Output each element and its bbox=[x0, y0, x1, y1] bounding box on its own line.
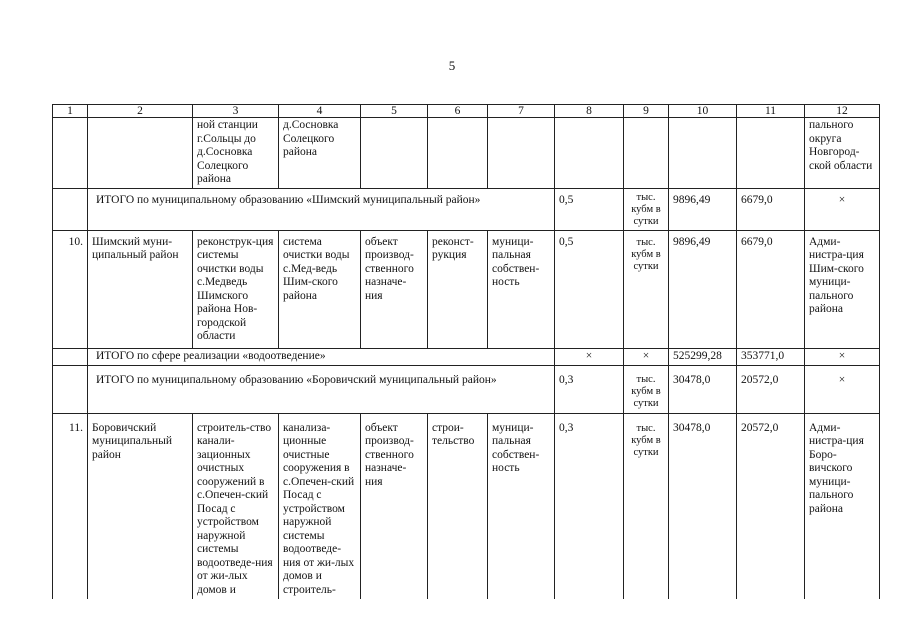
cost-cell: 30478,0 bbox=[669, 365, 737, 413]
cost-cell: 9896,49 bbox=[669, 188, 737, 230]
subtotal-label: ИТОГО по муниципальному образованию «Шимский муниципальный район» bbox=[88, 188, 555, 230]
subtotal-label: ИТОГО по сфере реализации «водоотведение» bbox=[88, 348, 555, 365]
table-row-11 bbox=[53, 413, 880, 599]
capacity-cell: 0,5 bbox=[555, 230, 624, 348]
cost-cell: 9896,49 bbox=[669, 230, 737, 348]
table-cell bbox=[428, 118, 488, 189]
ownership-cell: муници-пальная собствен-ность bbox=[488, 413, 555, 599]
cost-cell: 6679,0 bbox=[737, 188, 805, 230]
row-number: 10. bbox=[53, 230, 88, 348]
continuation-row bbox=[53, 118, 880, 189]
district-cell: Шимский муни-ципальный район bbox=[88, 230, 193, 348]
subtotal-row-sphere bbox=[53, 348, 880, 365]
purpose-cell: объект производ-ственного назначе-ния bbox=[361, 413, 428, 599]
cost-cell: 30478,0 bbox=[669, 413, 737, 599]
district-cell: Боровичский муниципальный район bbox=[88, 413, 193, 599]
cost-cell: 20572,0 bbox=[737, 413, 805, 599]
table-cell bbox=[53, 365, 88, 413]
col-header: 11 bbox=[737, 105, 805, 118]
ownership-cell: муници-пальная собствен-ность bbox=[488, 230, 555, 348]
capacity-cell: 0,3 bbox=[555, 413, 624, 599]
purpose-cell: объект производ-ственного назначе-ния bbox=[361, 230, 428, 348]
col-header: 7 bbox=[488, 105, 555, 118]
unit-cell: тыс. кубм в сутки bbox=[624, 413, 669, 599]
cross-mark: × bbox=[805, 348, 880, 365]
administration-cell: Адми-нистра-ция Шим-ского муници-пального района bbox=[805, 230, 880, 348]
table-cell bbox=[488, 118, 555, 189]
table-cell: д.Сосновка Солецкого района bbox=[279, 118, 361, 189]
column-number-row bbox=[53, 105, 880, 118]
investment-table bbox=[52, 104, 880, 599]
unit-cell: тыс. кубм в сутки bbox=[624, 365, 669, 413]
col-header: 9 bbox=[624, 105, 669, 118]
cross-mark: × bbox=[805, 365, 880, 413]
cross-mark: × bbox=[624, 348, 669, 365]
table-cell: ной станции г.Сольцы до д.Сосновка Солецкого района bbox=[193, 118, 279, 189]
col-header: 3 bbox=[193, 105, 279, 118]
subtotal-row-shimsk bbox=[53, 188, 880, 230]
subtotal-label: ИТОГО по муниципальному образованию «Боровичский муниципальный район» bbox=[88, 365, 555, 413]
table-cell bbox=[555, 118, 624, 189]
event-cell: строитель-ство канали-зационных очистных сооружений в с.Опечен-ский Посад с устройством наружной системы водоотведе-ния от жи-лых домов и bbox=[193, 413, 279, 599]
capacity-cell: 0,5 bbox=[555, 188, 624, 230]
col-header: 10 bbox=[669, 105, 737, 118]
col-header: 8 bbox=[555, 105, 624, 118]
capacity-cell: 0,3 bbox=[555, 365, 624, 413]
page-number: 5 bbox=[448, 58, 456, 73]
row-number: 11. bbox=[53, 413, 88, 599]
cost-cell: 525299,28 bbox=[669, 348, 737, 365]
cross-mark: × bbox=[805, 188, 880, 230]
col-header: 5 bbox=[361, 105, 428, 118]
cost-cell: 353771,0 bbox=[737, 348, 805, 365]
col-header: 6 bbox=[428, 105, 488, 118]
subtotal-row-borovichi bbox=[53, 365, 880, 413]
cost-cell: 20572,0 bbox=[737, 365, 805, 413]
work-type-cell: реконст-рукция bbox=[428, 230, 488, 348]
unit-cell: тыс. кубм в сутки bbox=[624, 188, 669, 230]
work-type-cell: строи-тельство bbox=[428, 413, 488, 599]
table-cell: пального округа Новгород-ской области bbox=[805, 118, 880, 189]
administration-cell: Адми-нистра-ция Боро-вичского муници-пального района bbox=[805, 413, 880, 599]
table-cell bbox=[361, 118, 428, 189]
table-row-10 bbox=[53, 230, 880, 348]
table-cell bbox=[53, 348, 88, 365]
unit-cell: тыс. кубм в сутки bbox=[624, 230, 669, 348]
col-header: 4 bbox=[279, 105, 361, 118]
col-header: 12 bbox=[805, 105, 880, 118]
object-cell: канализа-ционные очистные сооружения в с.Опечен-ский Посад с устройством наружной системы водоотведе-ния от жи-лых домов и строитель- bbox=[279, 413, 361, 599]
table-cell bbox=[53, 188, 88, 230]
event-cell: реконструк-ция системы очистки воды с.Медведь Шимского района Нов-городской области bbox=[193, 230, 279, 348]
table-cell bbox=[669, 118, 737, 189]
col-header: 2 bbox=[88, 105, 193, 118]
object-cell: система очистки воды с.Мед-ведь Шим-ского района bbox=[279, 230, 361, 348]
table-cell bbox=[624, 118, 669, 189]
table-cell bbox=[88, 118, 193, 189]
table-cell bbox=[53, 118, 88, 189]
cross-mark: × bbox=[555, 348, 624, 365]
col-header: 1 bbox=[53, 105, 88, 118]
table-cell bbox=[737, 118, 805, 189]
cost-cell: 6679,0 bbox=[737, 230, 805, 348]
